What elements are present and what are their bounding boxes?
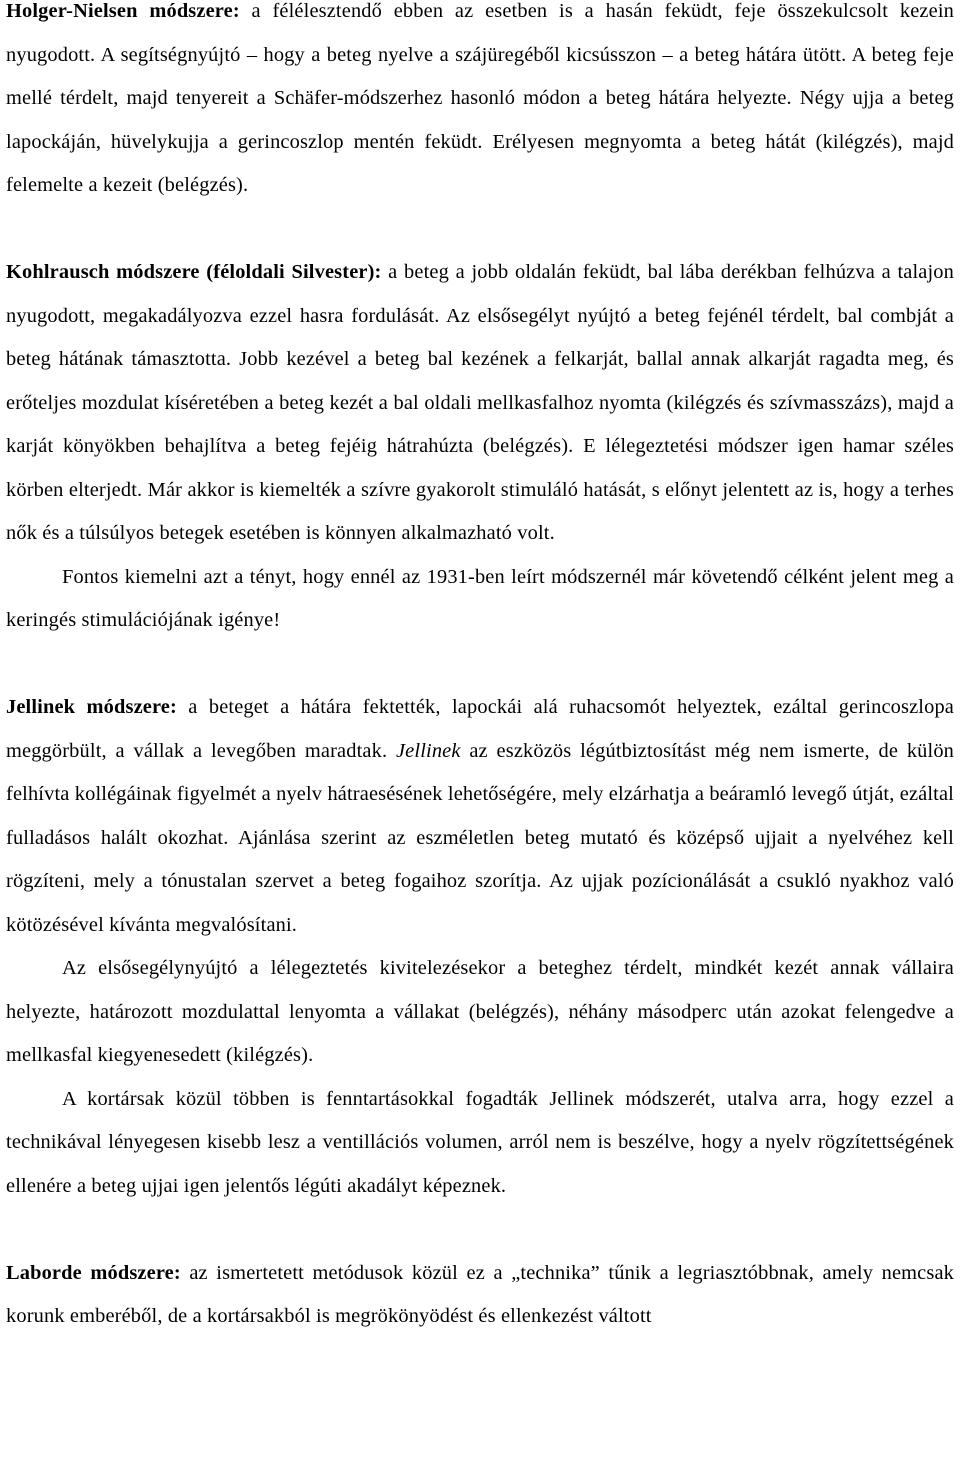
holger-nielsen-text: a félélesztendő ebben az esetben is a hasán feküdt, feje összekulcsolt kezein nyugodott. A segítségnyújtó – hogy a beteg nyelve a szájüregéből kicsússzon – a beteg hátára ütött. A beteg feje mellé térdelt, majd tenyereit a Schäfer-módszerhez hasonló módon a beteg hátára helyezte. Négy ujja a beteg lapockáján, hüvelykujja a gerincoszlop mentén feküdt. Erélyesen megnyomta a beteg hátát (kilégzés), majd felemelte a kezeit (belégzés). xyxy=(6,0,954,196)
jellinek-paragraph xyxy=(6,686,954,947)
jellinek-second-paragraph: Az elsősegélynyújtó a lélegeztetés kivitelezésekor a beteghez térdelt, mindkét kezét annak vállaira helyezte, határozott mozdulattal lenyomta a vállakat (belégzés), néhány másodperc után azokat felengedve a mellkasfal kiegyenesedett (kilégzés). xyxy=(6,957,954,1066)
paragraph-gap xyxy=(6,208,954,252)
jellinek-third-paragraph: A kortársak közül többen is fenntartásokkal fogadták Jellinek módszerét, utalva arra, hogy ezzel a technikával lényegesen kisebb lesz a ventillációs volumen, arról nem is beszélve, hogy a nyelv rögzítettségének ellenére a beteg ujjai igen jelentős légúti akadályt képeznek. xyxy=(6,1087,954,1197)
jellinek-heading: Jellinek módszere: xyxy=(6,696,177,718)
laborde-heading: Laborde módszere: xyxy=(6,1261,181,1284)
document-page xyxy=(6,0,954,1339)
paragraph-gap xyxy=(6,643,954,687)
kohlrausch-heading: Kohlrausch módszere (féloldali Silvester): xyxy=(6,261,382,283)
holger-nielsen-paragraph xyxy=(6,0,954,208)
jellinek-text-a: a beteget a hátára fektették, lapockái alá ruhacsomót helyeztek, ezáltal gerincoszlopa meggörbült, a vállak a levegőben maradtak. xyxy=(6,696,954,762)
laborde-paragraph xyxy=(6,1252,954,1339)
jellinek-text-b: az eszközös légútbiztosítást még nem ismerte, de külön felhívta kollégáinak figyelmét a nyelv hátraesésének lehetőségére, mely elzárhatja a beáramló levegő útját, ezáltal fulladásos halált okozhat. Ajánlása szerint az eszméletlen beteg mutató és középső ujjait a nyelvéhez kell rögzíteni, mely a tónustalan szervet a beteg fogaihoz szorítja. Az ujjak pozícionálását a csukló nyakhoz való kötözésével kívánta megvalósítani. xyxy=(6,739,955,936)
kohlrausch-text: a beteg a jobb oldalán feküdt, bal lába derékban felhúzva a talajon nyugodott, megakadályozva ezzel hasra fordulását. Az elsősegélyt nyújtó a beteg fejénél térdelt, bal combját a beteg hátának támasztotta. Jobb kezével a beteg bal kezének a felkarját, ballal annak alkarját ragadta meg, és erőteljes mozdulat kíséretében a beteg kezét a bal oldali mellkasfalhoz nyomta (kilégzés és szívmasszázs), majd a karját könyökben behajlítva a beteg fejéig hátrahúzta (belégzés). E lélegeztetési módszer igen hamar széles körben elterjedt. Már akkor is kiemelték a szívre gyakorolt stimuláló hatását, s előnyt jelentett az is, hogy a terhes nők és a túlsúlyos betegek esetében is könnyen alkalmazható volt. xyxy=(6,261,954,544)
kohlrausch-paragraph xyxy=(6,251,954,556)
holger-nielsen-heading: Holger-Nielsen módszere: xyxy=(6,0,240,22)
paragraph-gap xyxy=(6,1208,954,1252)
kohlrausch-note-paragraph: Fontos kiemelni azt a tényt, hogy ennél az 1931-ben leírt módszernél már követendő célként jelent meg a keringés stimulációjának igénye! xyxy=(6,565,954,631)
laborde-text: az ismertetett metódusok közül ez a „technika” tűnik a legriasztóbbnak, amely nemcsak korunk emberéből, de a kortársakból is megrökönyödést és ellenkezést váltott xyxy=(6,1261,954,1327)
jellinek-name-italic: Jellinek xyxy=(395,739,461,762)
